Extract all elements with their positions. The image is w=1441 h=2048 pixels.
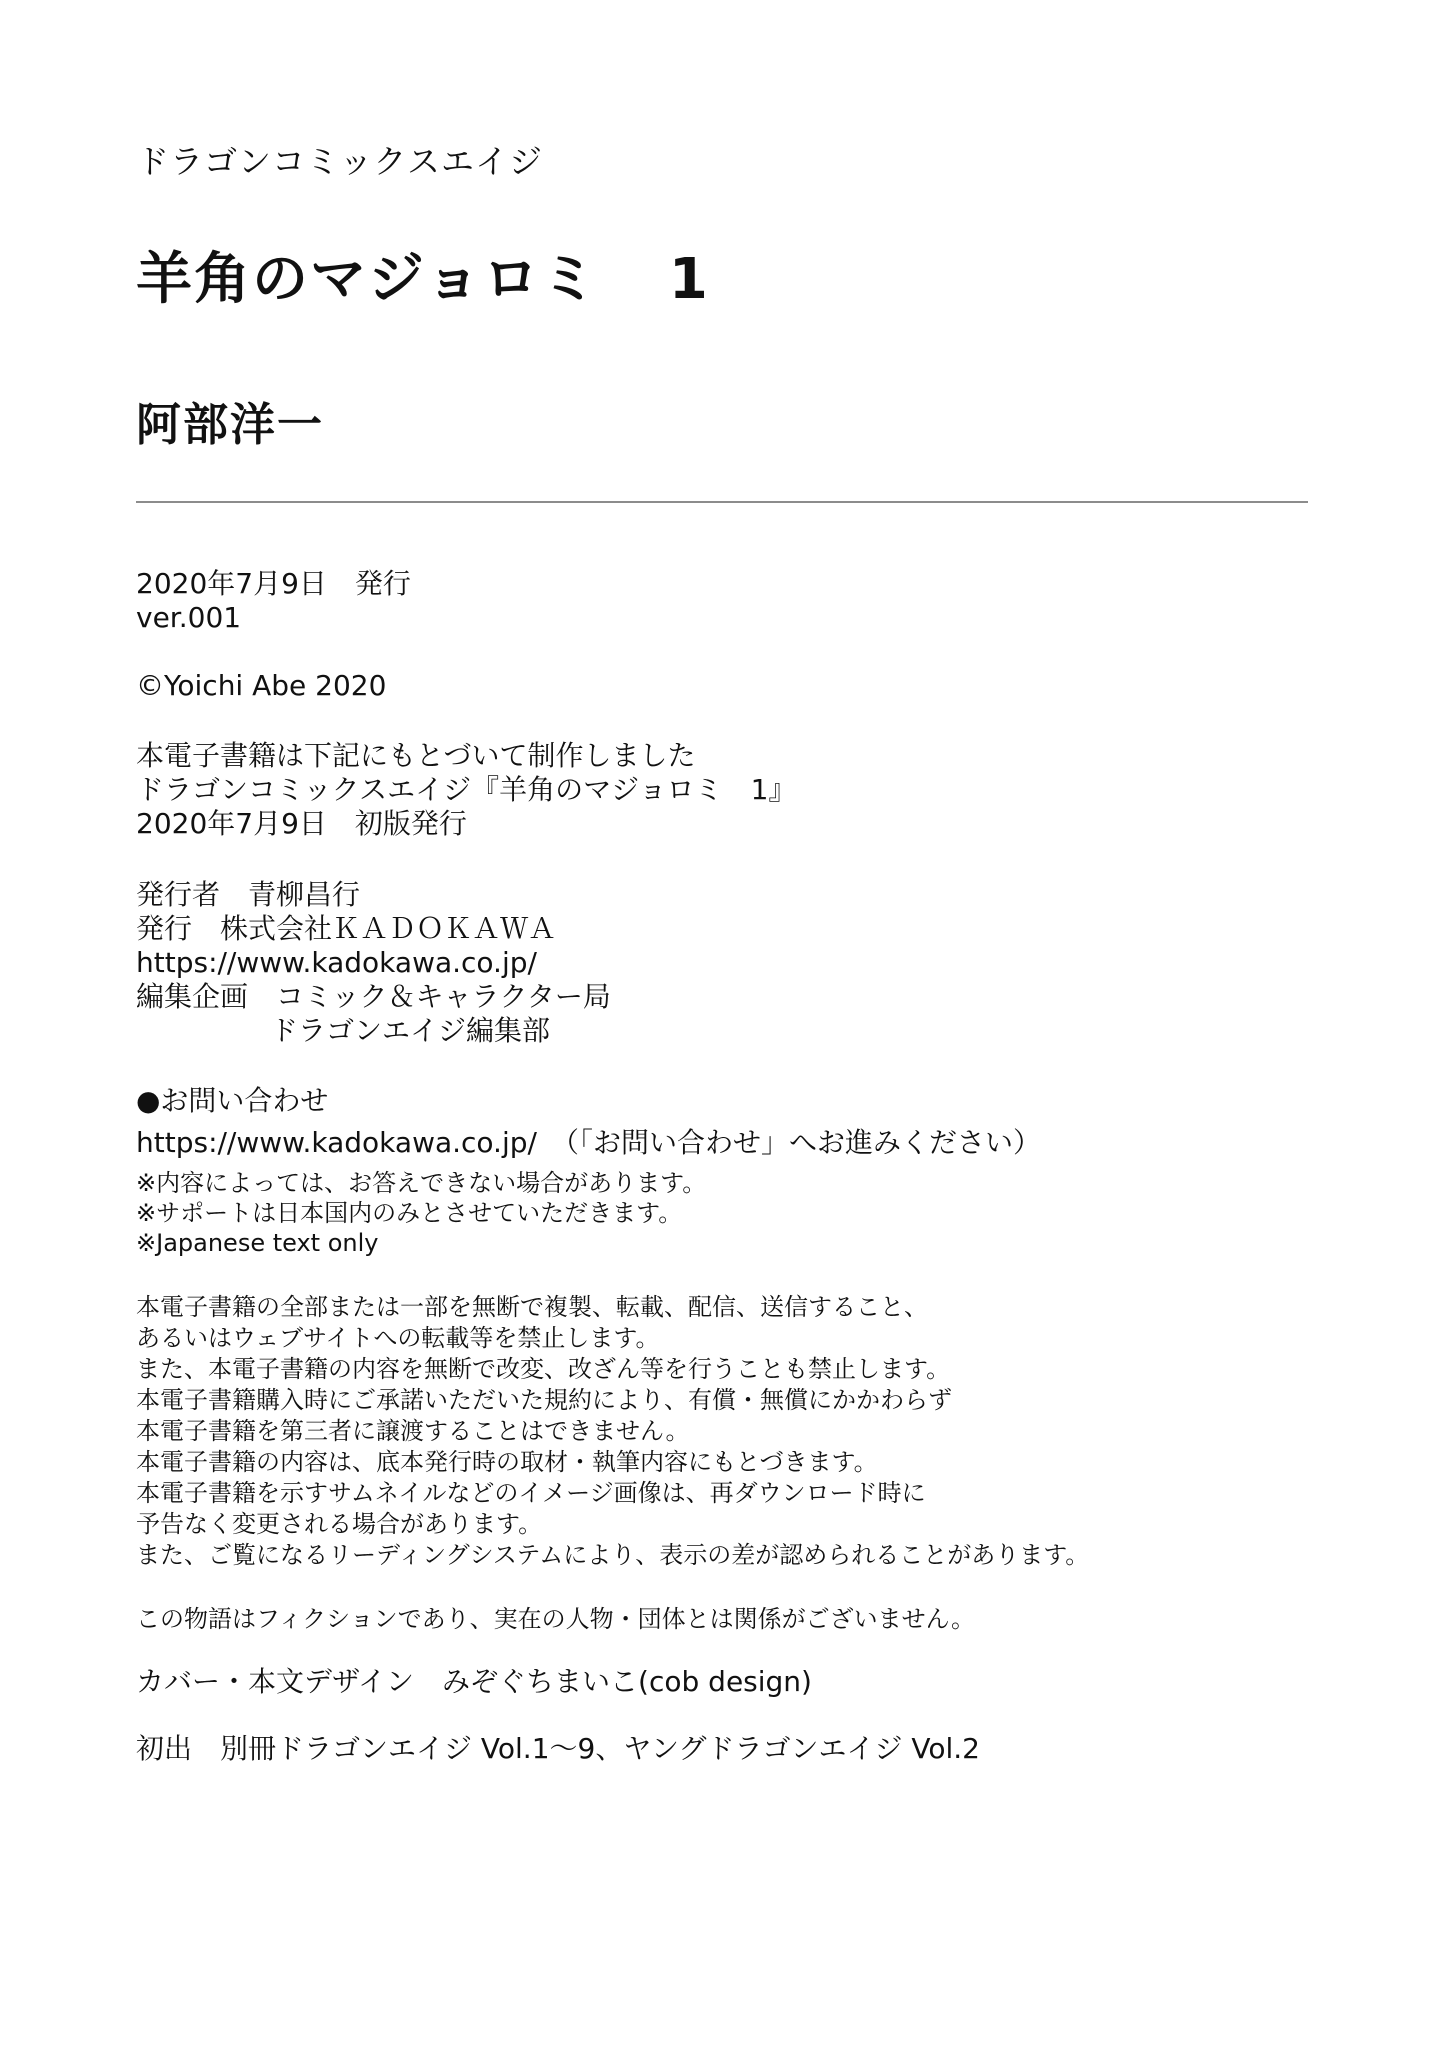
basis-line-2: ドラゴンコミックスエイジ『羊角のマジョロミ 1』: [136, 773, 797, 806]
fiction-disclaimer: この物語はフィクションであり、実在の人物・団体とは関係がございません。: [136, 1605, 976, 1633]
design-credit: カバー・本文デザイン みぞぐちまいこ(cob design): [136, 1665, 812, 1698]
terms-line-8: 予告なく変更される場合があります。: [136, 1510, 543, 1538]
editorial-department: ドラゴンエイジ編集部: [270, 1014, 551, 1047]
first-appearance: 初出 別冊ドラゴンエイジ Vol.1～9、ヤングドラゴンエイジ Vol.2: [136, 1732, 980, 1765]
contact-url-line[interactable]: https://www.kadokawa.co.jp/ （「お問い合わせ」へお進みください）: [136, 1126, 1041, 1159]
terms-line-5: 本電子書籍を第三者に譲渡することはできません。: [136, 1417, 690, 1445]
version-text: ver.001: [136, 601, 242, 634]
terms-line-6: 本電子書籍の内容は、底本発行時の取材・執筆内容にもとづきます。: [136, 1448, 878, 1476]
copyright-text: ©Yoichi Abe 2020: [136, 669, 387, 702]
imprint-label: ドラゴンコミックスエイジ: [136, 142, 544, 181]
publisher-line: 発行者 青柳昌行: [136, 878, 361, 911]
contact-note-2: ※サポートは日本国内のみとさせていただきます。: [136, 1199, 683, 1227]
terms-line-3: また、本電子書籍の内容を無断で改変、改ざん等を行うことも禁止します。: [136, 1355, 951, 1383]
author-name: 阿部洋一: [136, 398, 325, 451]
editorial-line: 編集企画 コミック＆キャラクター局: [136, 980, 611, 1013]
terms-line-9: また、ご覧になるリーディングシステムにより、表示の差が認められることがあります。: [136, 1541, 1090, 1569]
publisher-url[interactable]: https://www.kadokawa.co.jp/: [136, 946, 537, 979]
divider-rule: [136, 501, 1308, 503]
contact-note-1: ※内容によっては、お答えできない場合があります。: [136, 1169, 707, 1197]
contact-heading: ●お問い合わせ: [136, 1084, 329, 1117]
issuer-line: 発行 株式会社ＫＡＤＯＫＡＷＡ: [136, 912, 557, 945]
basis-line-1: 本電子書籍は下記にもとづいて制作しました: [136, 739, 696, 772]
volume-number: 1: [668, 247, 710, 312]
terms-line-2: あるいはウェブサイトへの転載等を禁止します。: [136, 1324, 660, 1352]
terms-line-1: 本電子書籍の全部または一部を無断で複製、転載、配信、送信すること、: [136, 1293, 928, 1321]
basis-line-3: 2020年7月9日 初版発行: [136, 807, 467, 840]
book-title: [136, 235, 710, 315]
publication-date: 2020年7月9日 発行: [136, 567, 411, 600]
terms-line-4: 本電子書籍購入時にご承諾いただいた規約により、有償・無償にかかわらず: [136, 1386, 952, 1414]
terms-line-7: 本電子書籍を示すサムネイルなどのイメージ画像は、再ダウンロード時に: [136, 1479, 926, 1507]
contact-note-3: ※Japanese text only: [136, 1229, 379, 1257]
title-text: 羊角のマジョロミ: [136, 247, 599, 312]
